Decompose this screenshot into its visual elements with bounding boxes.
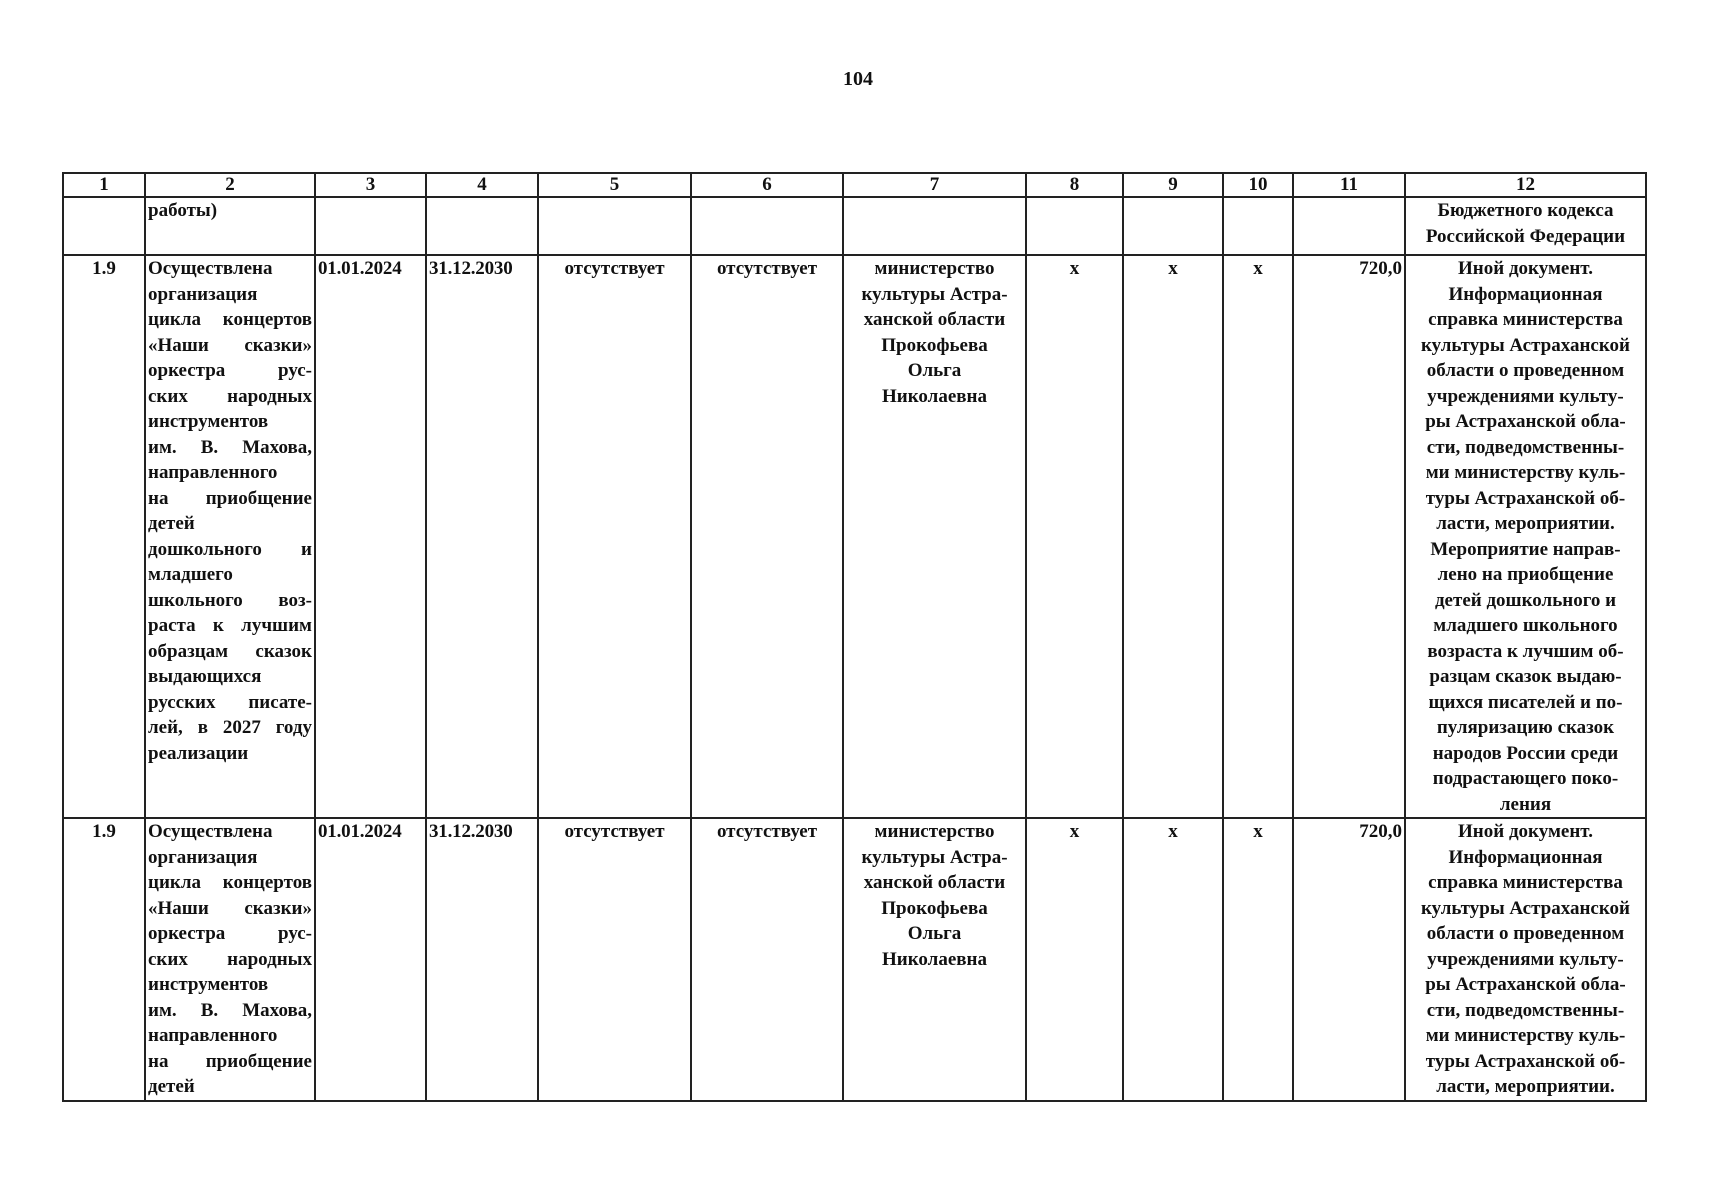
text-line: детей — [148, 513, 195, 534]
continuation-document-text: Бюджетного кодекса Российской Федерации — [1405, 197, 1646, 255]
text-line: им. В. Махова, — [148, 999, 312, 1021]
text-line: культуры Астраханской — [1420, 334, 1630, 356]
text-line: пуляризацию сказок — [1436, 717, 1615, 738]
text-line: лено на приобщение — [1437, 564, 1614, 585]
text-line: организация — [148, 283, 258, 305]
text-line: ских народных — [148, 385, 312, 407]
text-line: области о проведенном — [1426, 360, 1625, 381]
column-9-value: x — [1123, 818, 1223, 1101]
text-line: реализации — [148, 742, 249, 764]
text-line: справка министерства — [1428, 309, 1623, 330]
text-line: учреждениями культу- — [1427, 385, 1624, 407]
text-line: культуры Астраханской — [1420, 897, 1630, 919]
item-number: 1.9 — [63, 255, 145, 818]
text-line: возраста к лучшим об- — [1427, 640, 1624, 662]
text-line: организация — [148, 846, 258, 868]
text-line: ми министерству куль- — [1425, 1025, 1626, 1046]
text-line: русских писате- — [148, 691, 312, 713]
text-line: на приобщение — [148, 487, 312, 509]
text-line: младшего школьного — [1433, 615, 1618, 636]
text-line: Осуществлена — [148, 821, 273, 842]
document-table — [62, 172, 1647, 1102]
text-line: инструментов — [148, 411, 269, 432]
start-date: 01.01.2024 — [315, 818, 426, 1101]
text-line: ления — [1499, 793, 1552, 815]
text-line: ры Астраханской обла- — [1425, 411, 1626, 432]
text-line: Прокофьева — [881, 897, 988, 919]
column-5-value: отсутствует — [538, 255, 691, 818]
document-description — [1405, 255, 1646, 818]
text-line: выдающихся — [148, 666, 262, 687]
column-number: 8 — [1026, 173, 1123, 197]
text-line: ры Астраханской обла- — [1425, 974, 1626, 995]
text-line: направленного — [148, 462, 278, 483]
responsible-person — [843, 255, 1026, 818]
text-line: оркестра рус- — [148, 923, 312, 944]
text-line: цикла концертов — [148, 872, 312, 893]
text-line: Прокофьева — [881, 334, 988, 356]
text-line: детей дошкольного и — [1434, 589, 1617, 611]
text-line: ласти, мероприятии. — [1436, 1076, 1615, 1097]
text-line: учреждениями культу- — [1427, 948, 1624, 970]
start-date: 01.01.2024 — [315, 255, 426, 818]
text-line: сти, подведомственны- — [1426, 436, 1625, 458]
text-line: детей — [148, 1076, 195, 1097]
text-line: области о проведенном — [1426, 923, 1625, 944]
column-10-value: x — [1223, 818, 1293, 1101]
text-line: «Наши сказки» — [148, 897, 312, 919]
text-line: ханской области — [863, 309, 1006, 330]
text-line: Иной документ. — [1458, 821, 1593, 842]
item-name — [145, 255, 315, 818]
column-number-row — [63, 173, 1646, 197]
column-8-value: x — [1026, 818, 1123, 1101]
text-line: Информационная — [1448, 283, 1603, 305]
amount: 720,0 — [1293, 255, 1405, 818]
column-number: 4 — [426, 173, 538, 197]
table-row — [63, 818, 1646, 1101]
text-line: младшего — [148, 564, 233, 585]
column-number: 11 — [1293, 173, 1405, 197]
text-line: министерство — [874, 258, 995, 279]
text-line: народов России среди — [1432, 742, 1619, 764]
text-line: министерство — [874, 821, 995, 842]
text-line: разцам сказок выдаю- — [1429, 666, 1622, 687]
column-number: 6 — [691, 173, 843, 197]
item-name — [145, 818, 315, 1101]
amount: 720,0 — [1293, 818, 1405, 1101]
column-number: 3 — [315, 173, 426, 197]
text-line: инструментов — [148, 974, 269, 995]
page-number: 104 — [843, 68, 873, 90]
text-line: туры Астраханской об- — [1425, 487, 1626, 509]
text-line: справка министерства — [1428, 872, 1623, 893]
column-10-value: x — [1223, 255, 1293, 818]
column-number: 5 — [538, 173, 691, 197]
text-line: школьного воз- — [148, 589, 312, 611]
end-date: 31.12.2030 — [426, 255, 538, 818]
text-line: щихся писателей и по- — [1428, 691, 1623, 713]
continuation-text: работы) — [145, 197, 315, 255]
column-number: 7 — [843, 173, 1026, 197]
text-line: ских народных — [148, 948, 312, 970]
continuation-row — [63, 197, 1646, 255]
text-line: ми министерству куль- — [1425, 462, 1626, 483]
text-line: Николаевна — [882, 948, 987, 970]
column-6-value: отсутствует — [691, 255, 843, 818]
text-line: оркестра рус- — [148, 360, 312, 381]
text-line: Мероприятие направ- — [1430, 538, 1621, 560]
column-number: 12 — [1405, 173, 1646, 197]
text-line: им. В. Махова, — [148, 436, 312, 458]
text-line: ханской области — [863, 872, 1006, 893]
text-line: на приобщение — [148, 1050, 312, 1072]
text-line: Николаевна — [882, 385, 987, 407]
text-line: Информационная — [1448, 846, 1603, 868]
column-8-value: x — [1026, 255, 1123, 818]
text-line: Ольга — [907, 923, 962, 944]
item-number: 1.9 — [63, 818, 145, 1101]
text-line: Ольга — [907, 360, 962, 381]
column-9-value: x — [1123, 255, 1223, 818]
text-line: Иной документ. — [1458, 258, 1593, 279]
text-line: дошкольного и — [148, 538, 312, 560]
text-line: культуры Астра- — [861, 283, 1008, 305]
text-line: образцам сказок — [148, 640, 312, 662]
text-line: Осуществлена — [148, 258, 273, 279]
column-number: 9 — [1123, 173, 1223, 197]
column-number: 10 — [1223, 173, 1293, 197]
column-number: 1 — [63, 173, 145, 197]
document-description — [1405, 818, 1646, 1101]
column-number: 2 — [145, 173, 315, 197]
column-5-value: отсутствует — [538, 818, 691, 1101]
text-line: культуры Астра- — [861, 846, 1008, 868]
column-6-value: отсутствует — [691, 818, 843, 1101]
responsible-person — [843, 818, 1026, 1101]
text-line: «Наши сказки» — [148, 334, 312, 356]
text-line: подрастающего поко- — [1432, 768, 1619, 789]
text-line: сти, подведомственны- — [1426, 999, 1625, 1021]
text-line: ласти, мероприятии. — [1436, 513, 1615, 534]
table-row — [63, 255, 1646, 818]
text-line: туры Астраханской об- — [1425, 1050, 1626, 1072]
text-line: раста к лучшим — [148, 615, 312, 636]
text-line: лей, в 2027 году — [148, 717, 312, 738]
text-line: направленного — [148, 1025, 278, 1046]
end-date: 31.12.2030 — [426, 818, 538, 1101]
text-line: цикла концертов — [148, 309, 312, 330]
